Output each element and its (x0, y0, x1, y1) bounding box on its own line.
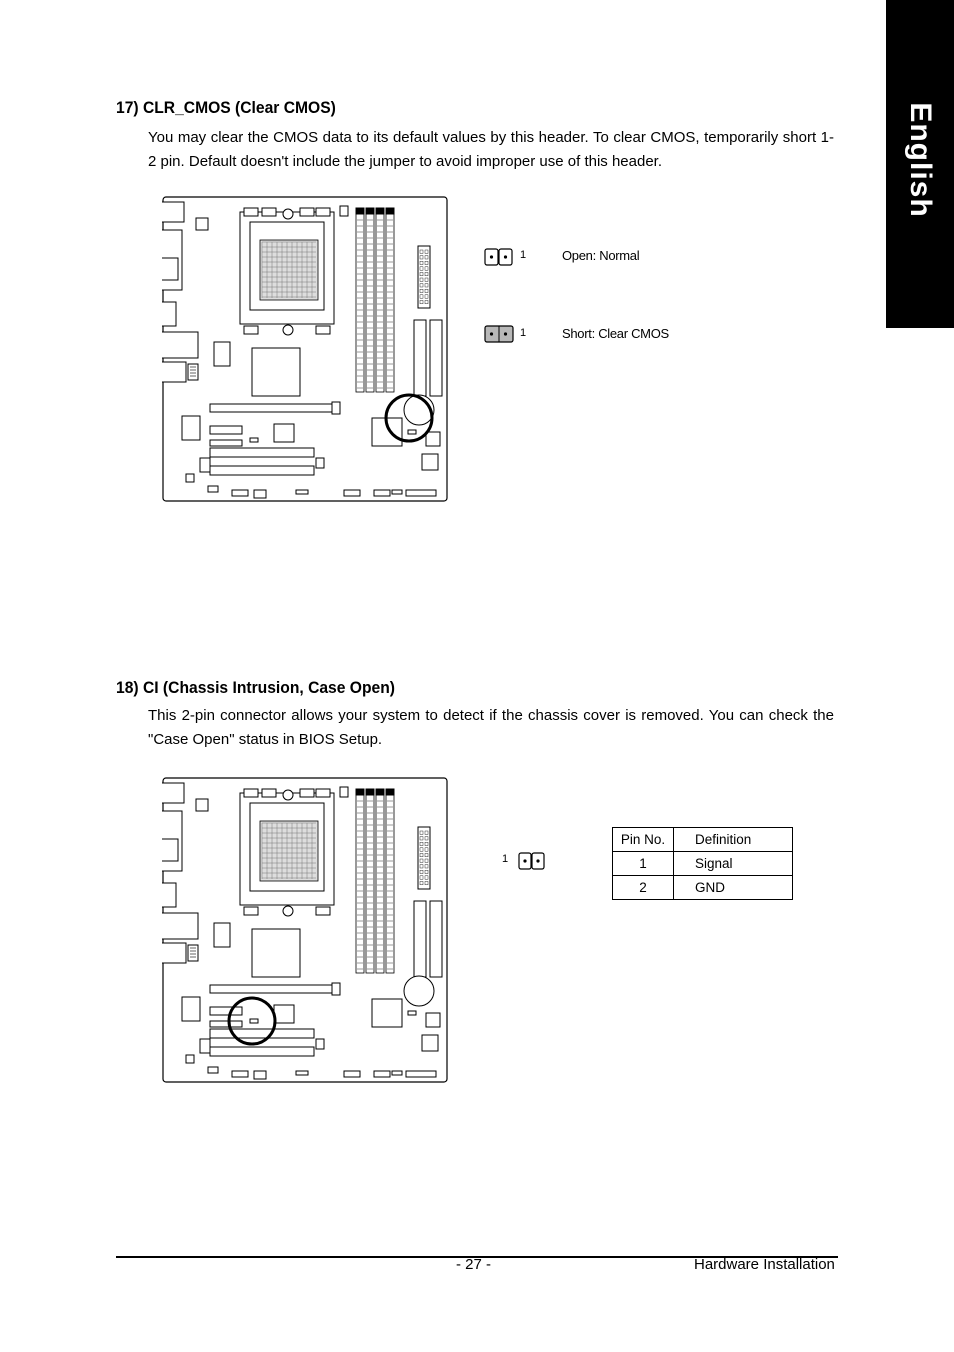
jumper-short-icon (484, 325, 514, 343)
board-component (232, 1071, 248, 1077)
board-component (188, 945, 198, 961)
board-component (414, 320, 426, 396)
section-18-title: 18) CI (Chassis Intrusion, Case Open) (116, 678, 395, 697)
board-component (340, 787, 348, 797)
board-component (316, 208, 330, 216)
board-component (162, 783, 184, 803)
motherboard-diagram-ci (162, 777, 448, 1083)
table-header-cell: Definition (674, 828, 793, 852)
board-component (250, 1019, 258, 1023)
board-component (210, 448, 314, 457)
board-component (316, 326, 330, 334)
board-round-component (283, 209, 293, 219)
board-component (208, 486, 218, 492)
board-component (244, 907, 258, 915)
board-component (374, 490, 390, 496)
table-cell: 2 (613, 876, 674, 900)
board-component (182, 416, 200, 440)
board-component (214, 923, 230, 947)
board-component (422, 454, 438, 470)
board-component (386, 208, 394, 214)
board-round-component (283, 790, 293, 800)
board-component (344, 1071, 360, 1077)
board-component (372, 999, 402, 1027)
board-component (188, 364, 198, 380)
table-cell: 1 (613, 852, 674, 876)
board-component (418, 246, 430, 308)
board-component (430, 320, 442, 396)
board-component (376, 789, 384, 795)
board-component (386, 210, 394, 392)
board-component (260, 240, 318, 300)
board-component (162, 943, 186, 963)
board-component (366, 789, 374, 795)
board-component (260, 821, 318, 881)
board-round-component (404, 976, 434, 1006)
board-component (332, 983, 340, 995)
ci-pin-table (612, 827, 793, 900)
table-cell: GND (674, 876, 793, 900)
board-component (262, 789, 276, 797)
board-round-component (283, 325, 293, 335)
board-component (162, 883, 176, 907)
board-component (232, 490, 248, 496)
board-component (366, 208, 374, 214)
board-component (408, 430, 416, 434)
board-component (162, 913, 198, 939)
board-component (356, 789, 364, 795)
board-component (250, 438, 258, 442)
motherboard-diagram-clr-cmos (162, 196, 448, 502)
board-component (300, 789, 314, 797)
board-component (244, 208, 258, 216)
board-component (244, 789, 258, 797)
board-component (210, 1029, 314, 1038)
board-component (344, 490, 360, 496)
table-row (613, 876, 793, 900)
board-component (300, 208, 314, 216)
board-component (210, 440, 242, 446)
board-component (332, 402, 340, 414)
board-component (316, 789, 330, 797)
board-component (274, 1005, 294, 1023)
board-component (210, 426, 242, 434)
board-component (392, 1071, 402, 1075)
board-component (356, 791, 364, 973)
board-component (208, 1067, 218, 1073)
section-17-paragraph: You may clear the CMOS data to its default values by this header. To clear CMOS, temporarily short 1-2 pin. Default doesn't include the jumper to avoid improper use of this header. (148, 129, 834, 170)
board-component (196, 799, 208, 811)
footer-section-name: Hardware Installation (694, 1256, 835, 1273)
table-header-row (613, 828, 793, 852)
board-component (162, 332, 198, 358)
board-component (210, 985, 336, 993)
board-component (316, 458, 324, 468)
board-component (252, 348, 300, 396)
board-component (210, 404, 336, 412)
board-component (366, 791, 374, 973)
board-component (254, 1071, 266, 1079)
board-component (386, 789, 394, 795)
ci-connector-icon (518, 852, 546, 870)
board-component (210, 1021, 242, 1027)
board-component (162, 839, 178, 861)
jumper-open-icon (484, 248, 514, 266)
board-component (162, 258, 178, 280)
board-component (200, 458, 210, 472)
board-component (366, 210, 374, 392)
board-component (392, 490, 402, 494)
board-component (376, 791, 384, 973)
board-component (414, 901, 426, 977)
board-component (254, 490, 266, 498)
board-component (374, 1071, 390, 1077)
ci-pin-label: 1 (502, 853, 509, 865)
board-component (210, 1047, 314, 1056)
board-component (426, 432, 440, 446)
board-component (356, 208, 364, 214)
board-component (316, 1039, 324, 1049)
board-component (386, 791, 394, 973)
board-component (182, 997, 200, 1021)
board-component (340, 206, 348, 216)
board-component (252, 929, 300, 977)
board-component (274, 424, 294, 442)
board-component (418, 827, 430, 889)
board-component (210, 466, 314, 475)
board-component (406, 490, 436, 496)
jumper-short-label: Short: Clear CMOS (562, 326, 669, 341)
board-component (376, 210, 384, 392)
table-row (613, 852, 793, 876)
jumper-open-pin-label: 1 (520, 249, 527, 261)
language-tab (886, 0, 954, 328)
table-cell: Signal (674, 852, 793, 876)
board-component (162, 302, 176, 326)
board-component (186, 1055, 194, 1063)
board-component (316, 907, 330, 915)
board-component (356, 210, 364, 392)
board-component (162, 362, 186, 382)
board-component (210, 1007, 242, 1015)
board-component (196, 218, 208, 230)
section-17-title: 17) CLR_CMOS (Clear CMOS) (116, 98, 336, 117)
board-component (214, 342, 230, 366)
jumper-open-label: Open: Normal (562, 248, 640, 263)
board-component (376, 208, 384, 214)
board-component (186, 474, 194, 482)
board-component (406, 1071, 436, 1077)
board-component (296, 1071, 308, 1075)
board-component (296, 490, 308, 494)
board-component (262, 208, 276, 216)
board-component (162, 202, 184, 222)
section-18-paragraph: This 2-pin connector allows your system to detect if the chassis cover is removed. You can check the "Case Open" status in BIOS Setup. (148, 707, 834, 748)
board-component (426, 1013, 440, 1027)
board-component (430, 901, 442, 977)
table-header-cell: Pin No. (613, 828, 674, 852)
board-component (244, 326, 258, 334)
board-component (408, 1011, 416, 1015)
board-component (200, 1039, 210, 1053)
page-number: - 27 - (456, 1256, 492, 1273)
board-round-component (283, 906, 293, 916)
jumper-short-pin-label: 1 (520, 327, 527, 339)
language-tab-label: English (904, 102, 937, 218)
board-component (422, 1035, 438, 1051)
